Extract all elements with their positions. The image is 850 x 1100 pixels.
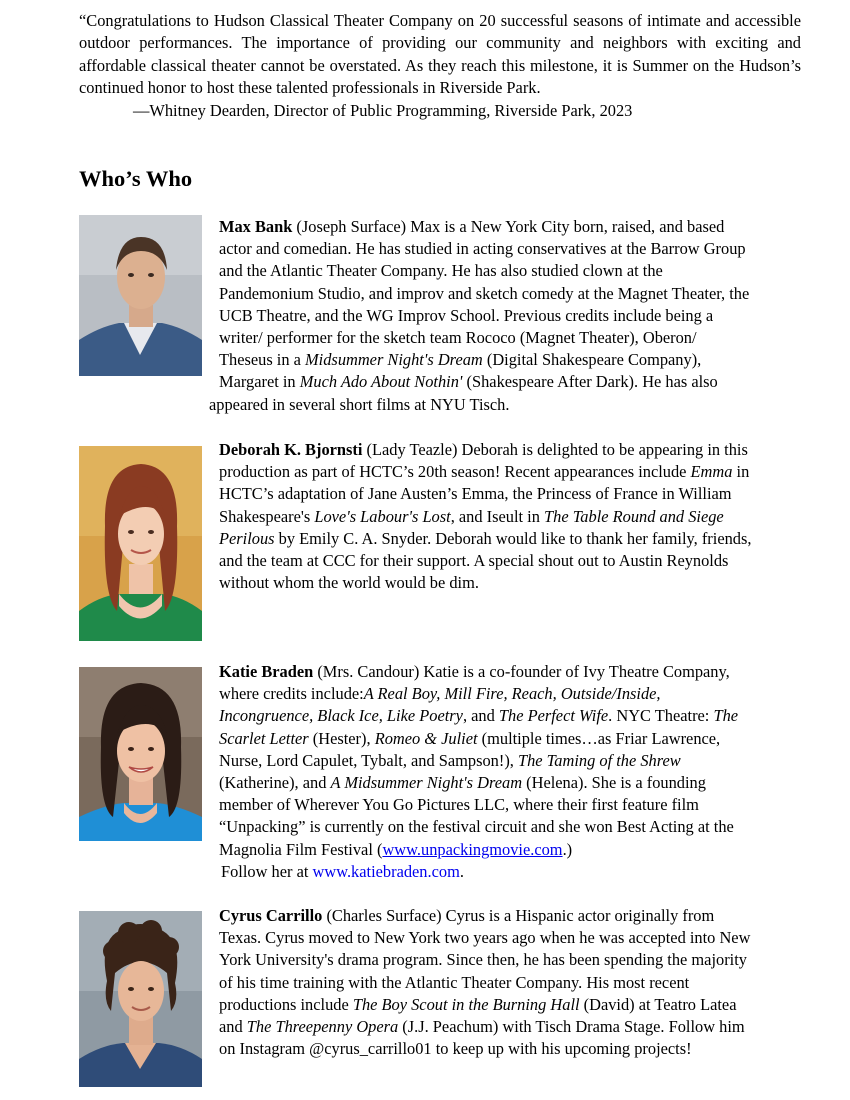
headshot-deborah-bjornsti xyxy=(79,446,202,641)
bio-name: Max Bank xyxy=(219,217,293,236)
quote-line: Summer on the Hudson’s continued honor to host these talented professionals in Riverside Park. xyxy=(79,55,801,97)
opening-quote xyxy=(79,10,801,99)
bio-katie-braden: Katie Braden (Mrs. Candour) Katie is a co-founder of Ivy Theatre Company, where credits include:A Real Boy, Mill Fire, Reach, Outside/Inside, Incongruence, Black Ice, Like Poetry, and The Perfect Wife. NYC Theatre: The Scarlet Letter (Hester), Romeo & Juliet (multiple times…as Friar Lawrence, Nurse, Lord Capulet, Tybalt, and Sampson!), The Taming of the Shrew (Katherine), and A Midsummer Night's Dream (Helena). She is a founding member of Wherever You Go Pictures LLC, where their first feature film “Unpacking” is currently on the festival circuit and she won Best Acting at the Magnolia Film Festival (www.unpackingmovie.com.) Follow her at www.katiebraden.com. xyxy=(219,662,739,881)
katie-braden-website-link[interactable]: www.katiebraden.com xyxy=(312,861,460,881)
quote-line: “Congratulations to Hudson Classical Theater Company on 20 successful seasons of intimate and xyxy=(79,11,730,30)
headshot-cyrus-carrillo xyxy=(79,911,202,1087)
bio-name: Deborah K. Bjornsti xyxy=(219,440,363,459)
bio-name: Katie Braden xyxy=(219,662,314,681)
bio-max-bank: Max Bank (Joseph Surface) Max is a New York City born, raised, and based actor and comedian. He has studied in acting conservatives at the Barrow Group and the Atlantic Theater Company. He has also studied clown at the Pandemonium Studio, and improv and sketch comedy at the Magnet Theater, the UCB Theatre, and the WG Improv School. Previous credits include being a writer/ performer for the sketch team Rococo (Magnet Theater), Oberon/ Theseus in a Midsummer Night's Dream (Digital Shakespeare Company), Margaret in Much Ado About Nothin' (Shakespeare After Dark). He has also appeared in several short films at NYU Tisch. xyxy=(209,217,750,414)
quote-line: accessible outdoor performances. The importance of providing our community and neighbors with xyxy=(79,11,801,53)
headshot-max-bank xyxy=(79,215,202,376)
bio-name: Cyrus Carrillo xyxy=(219,906,323,925)
bio-cyrus-carrillo: Cyrus Carrillo (Charles Surface) Cyrus is a Hispanic actor originally from Texas. Cyrus moved to New York two years ago when he was accepted into New York University's drama program. Since then, he has been spending the majority of his time training with the Atlantic Theater Company. His most recent productions include The Boy Scout in the Burning Hall (David) at Teatro Latea and The Threepenny Opera (J.J. Peachum) with Tisch Drama Stage. Follow him on Instagram @cyrus_carrillo01 to keep up with his upcoming projects! xyxy=(219,906,751,1059)
unpacking-movie-link[interactable]: www.unpackingmovie.com xyxy=(382,839,563,859)
quote-line: exciting and affordable classical theater cannot be overstated. As they reach this milestone, it is xyxy=(79,33,801,75)
headshot-katie-braden xyxy=(79,667,202,841)
bio-deborah-bjornsti: Deborah K. Bjornsti (Lady Teazle) Deborah is delighted to be appearing in this production as part of HCTC’s 20th season! Recent appearances include Emma in HCTC’s adaptation of Jane Austen’s Emma, the Princess of France in William Shakespeare's Love's Labour's Lost, and Iseult in The Table Round and Siege Perilous by Emily C. A. Snyder. Deborah would like to thank her family, friends, and the team at CCC for their support. A special shout out to Austin Reynolds without whom the world would be dim. xyxy=(219,440,752,593)
section-title: Who’s Who xyxy=(79,166,193,191)
quote-attribution: —Whitney Dearden, Director of Public Programming, Riverside Park, 2023 xyxy=(133,101,633,120)
